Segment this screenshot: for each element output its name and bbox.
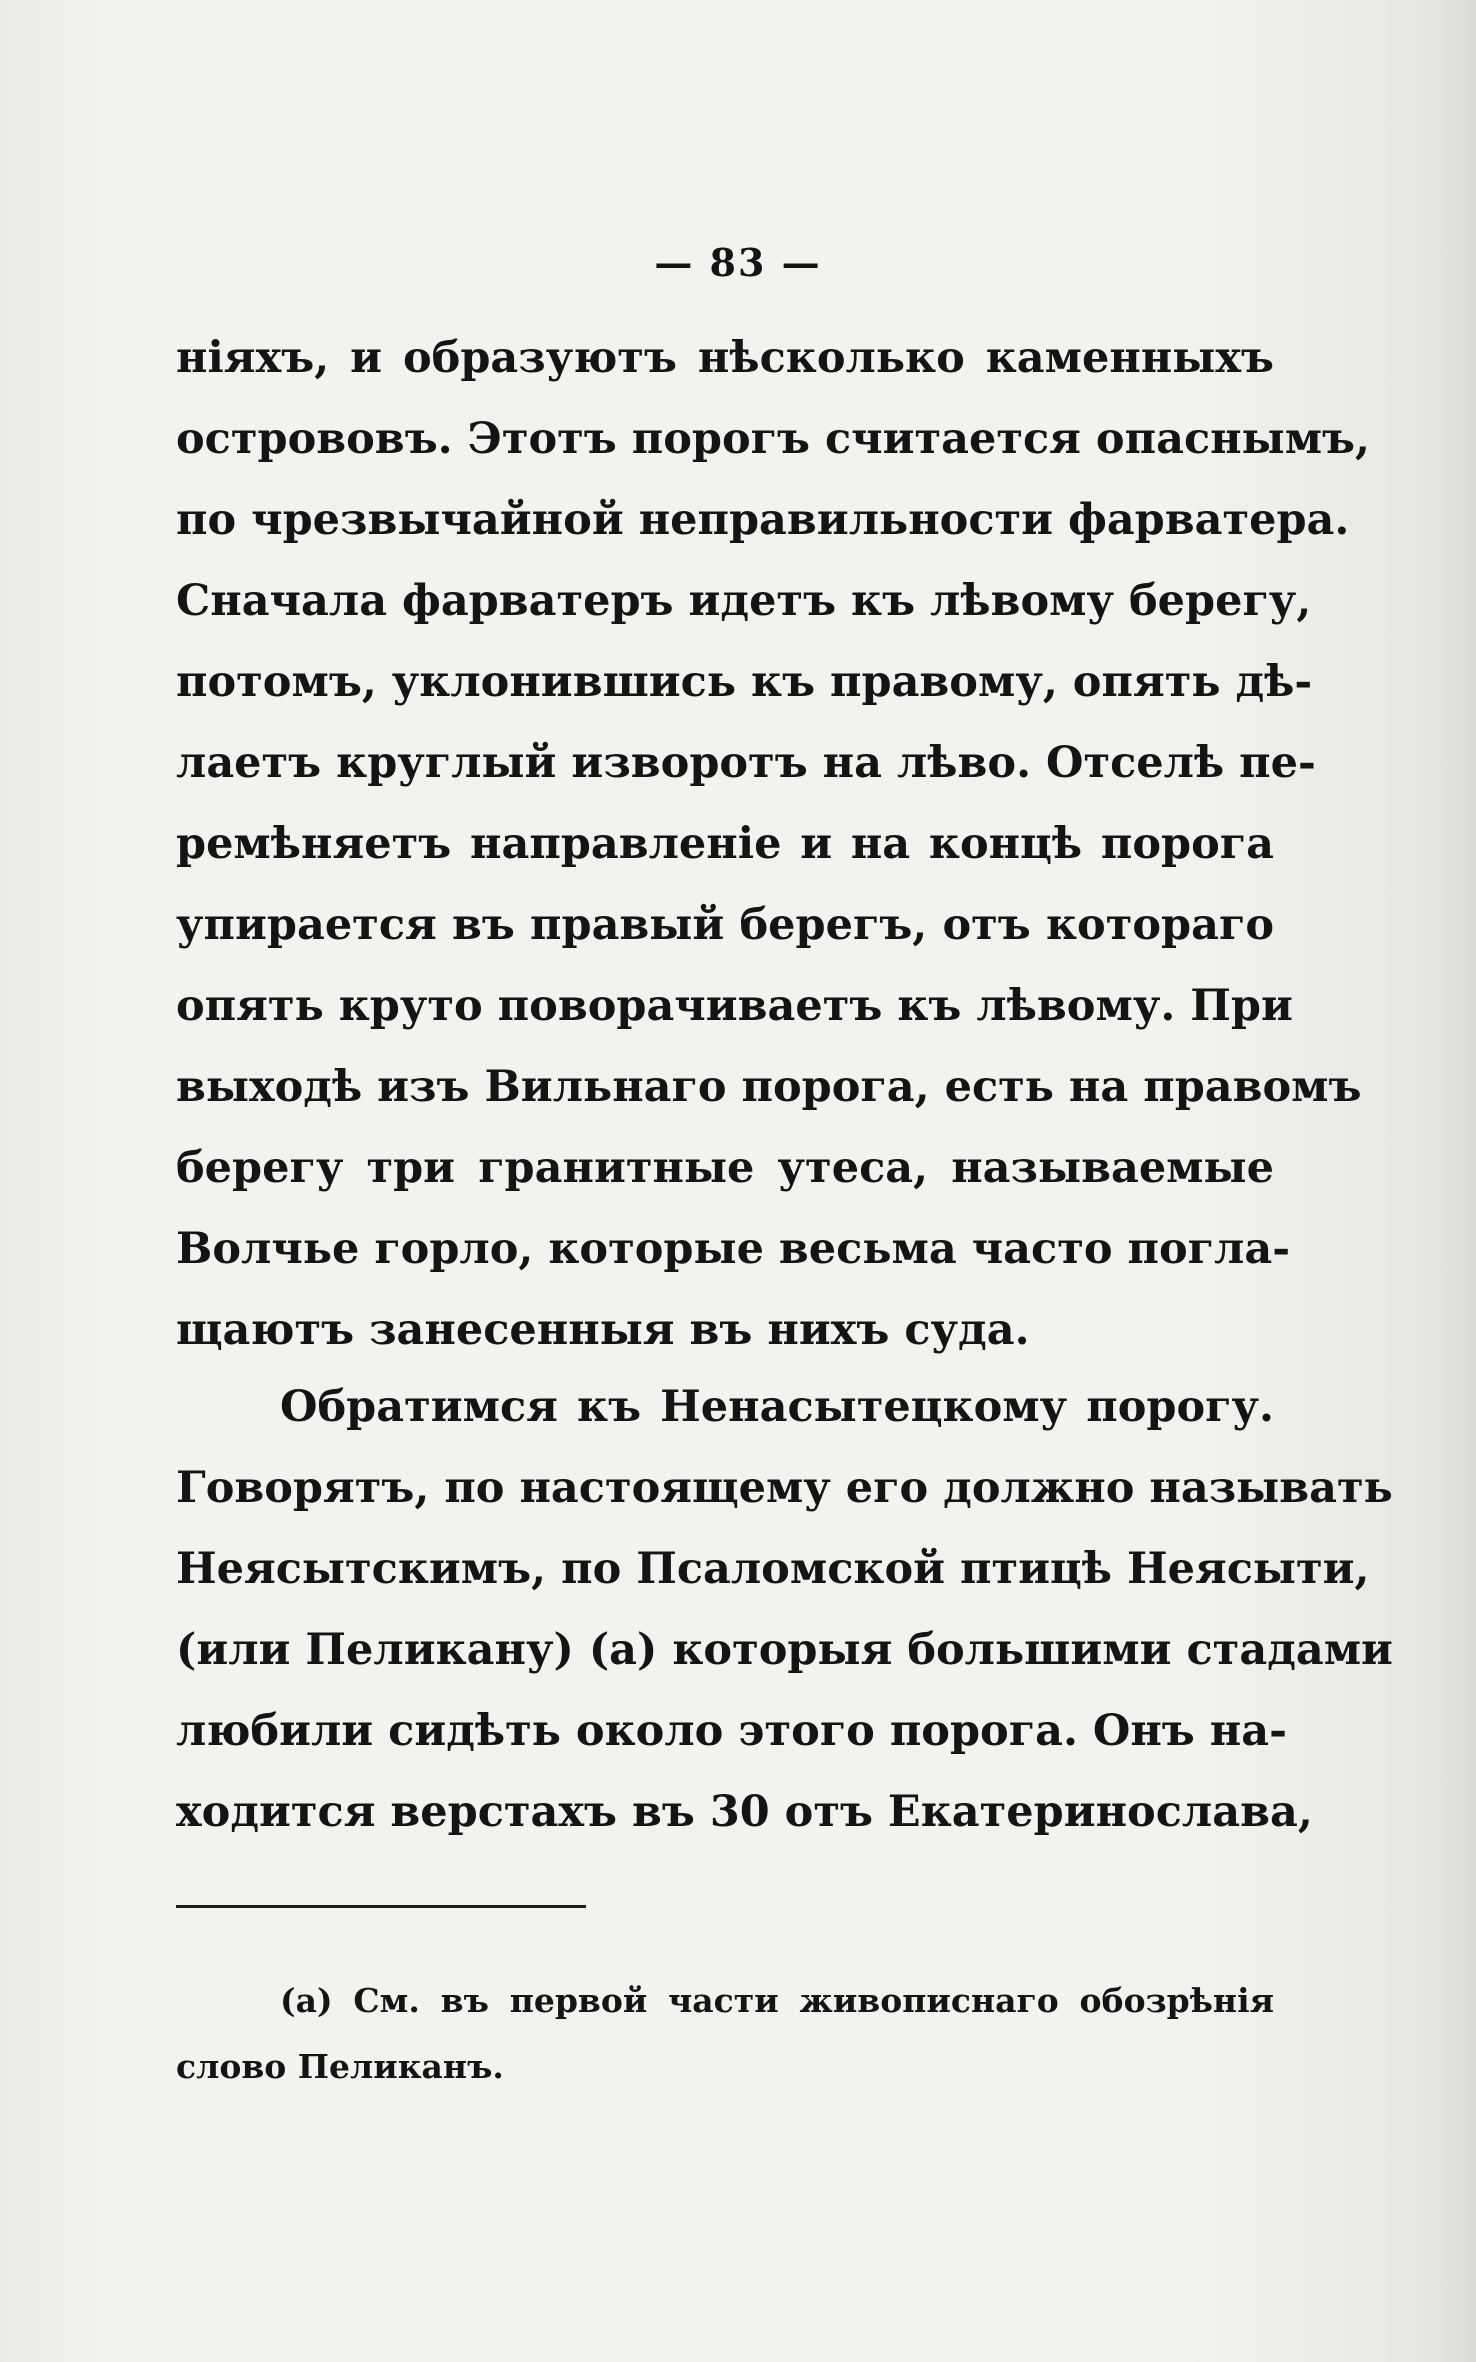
text-line: берегу три гранитные утеса, называемые	[176, 1143, 1274, 1193]
text-line: выходѣ изъ Вильнаго порога, есть на правомъ	[176, 1062, 1362, 1112]
text-line: потомъ, уклонившись къ правому, опять дѣ-	[176, 657, 1313, 707]
footnote-divider	[176, 1905, 586, 1908]
text-line: по чрезвычайной неправильности фарватера.	[176, 495, 1350, 545]
footnote-line: (а) См. въ первой части живописнаго обозрѣнія	[280, 1981, 1274, 2020]
text-line: лаетъ круглый изворотъ на лѣво. Отселѣ пе-	[176, 738, 1316, 788]
text-line: Говорятъ, по настоящему его должно называть	[176, 1463, 1393, 1513]
footnote-line: слово Пеликанъ.	[176, 2047, 504, 2086]
text-line: острововъ. Этотъ порогъ считается опаснымъ,	[176, 414, 1371, 464]
text-line: ходится верстахъ въ 30 отъ Екатеринослава,	[176, 1787, 1313, 1837]
text-line: щаютъ занесенныя въ нихъ суда.	[176, 1305, 1030, 1355]
text-line: Сначала фарватеръ идетъ къ лѣвому берегу,	[176, 576, 1312, 626]
text-line: любили сидѣть около этого порога. Онъ на-	[176, 1706, 1287, 1756]
text-line: Неясытскимъ, по Псаломской птицѣ Неясыти,	[176, 1544, 1370, 1594]
text-line: ніяхъ, и образуютъ нѣсколько каменныхъ	[176, 333, 1274, 383]
text-line: Обратимся къ Ненасытецкому порогу.	[280, 1382, 1274, 1432]
text-line: Волчье горло, которые весьма часто погла-	[176, 1224, 1291, 1274]
text-line: (или Пеликану) (а) которыя большими стадами	[176, 1625, 1393, 1675]
footnote	[176, 1968, 1274, 2100]
text-line: упирается въ правый берегъ, отъ котораго	[176, 900, 1274, 950]
page-number: — 83 —	[654, 240, 822, 285]
paragraph-1	[176, 318, 1371, 1371]
text-line: опять круто поворачиваетъ къ лѣвому. При	[176, 981, 1293, 1031]
paragraph-2	[176, 1367, 1393, 1853]
text-line: ремѣняетъ направленіе и на концѣ порога	[176, 819, 1274, 869]
